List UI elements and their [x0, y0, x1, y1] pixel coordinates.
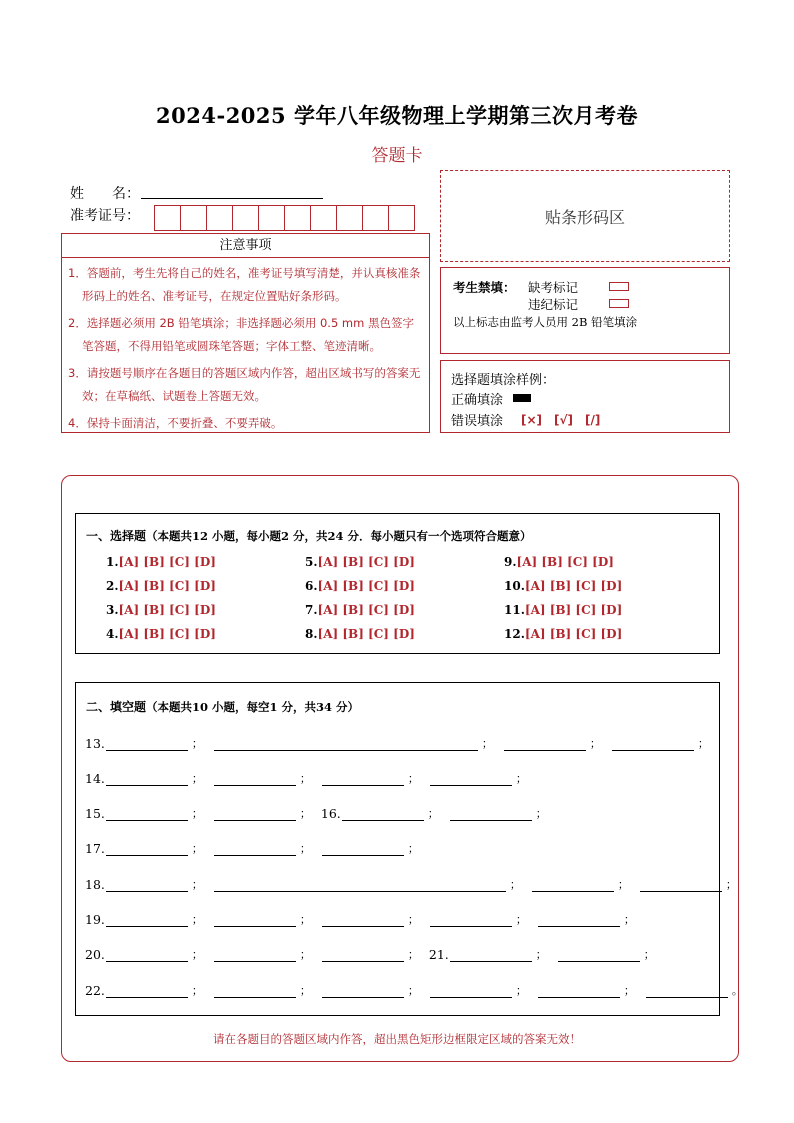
question-1[interactable] — [106, 555, 216, 569]
answer-blank[interactable] — [214, 912, 296, 927]
fill-row — [85, 946, 665, 962]
fill-row — [85, 840, 429, 856]
fill-row — [85, 876, 747, 892]
fill-row — [85, 805, 557, 821]
answer-blank[interactable] — [214, 877, 506, 892]
question-9[interactable] — [504, 555, 614, 569]
section1-heading: 一、选择题 — [86, 529, 147, 543]
answer-blank[interactable] — [532, 877, 614, 892]
answer-blank[interactable] — [450, 806, 532, 821]
answer-blank[interactable] — [504, 736, 586, 751]
notice-heading: 注意事项 — [61, 233, 430, 258]
section-choice — [75, 513, 720, 654]
examinee-label: 考生禁填： — [453, 280, 516, 295]
question-6[interactable] — [305, 579, 415, 593]
fill-question-number: 13. — [85, 736, 105, 751]
q-number: 5. — [305, 555, 318, 569]
blank-separator: 。 — [731, 984, 743, 997]
notice-item: 3．请按题号顺序在各题目的答题区域内作答，超出区域书写的答案无效；在草稿纸、试题卷上答题无效。 — [68, 366, 421, 403]
blank-separator: ； — [191, 842, 203, 855]
blank-separator: ； — [589, 737, 601, 750]
notice-body — [61, 257, 430, 433]
blank-separator: ； — [481, 737, 493, 750]
page-title: 2024-2025 学年八年级物理上学期第三次月考卷 — [156, 103, 638, 128]
blank-separator: ； — [407, 913, 419, 926]
id-digit-box[interactable] — [362, 205, 389, 231]
answer-blank[interactable] — [214, 947, 296, 962]
q-options[interactable]: [A] [B] [C] [D] — [118, 627, 216, 641]
answer-blank[interactable] — [214, 983, 296, 998]
id-number-boxes[interactable] — [155, 205, 415, 231]
blank-separator: ； — [623, 913, 635, 926]
correct-fill-sample — [513, 394, 531, 402]
section2-note: （本题共10 小题，每空1 分，共34 分） — [146, 700, 360, 714]
section2-heading: 二、填空题 — [86, 700, 147, 714]
blank-separator: ； — [191, 807, 203, 820]
blank-separator: ； — [697, 737, 709, 750]
answer-blank[interactable] — [322, 912, 404, 927]
fill-row — [85, 735, 719, 751]
q-number: 1. — [106, 555, 119, 569]
blank-separator: ； — [407, 948, 419, 961]
blank-separator: ； — [535, 948, 547, 961]
fill-question-number: 14. — [85, 771, 105, 786]
id-digit-box[interactable] — [388, 205, 415, 231]
question-11[interactable] — [504, 603, 622, 617]
q-number: 9. — [504, 555, 517, 569]
wrong-marks: [×] [√] [/] — [521, 413, 601, 427]
absent-mark-box[interactable] — [609, 278, 629, 293]
q-number: 6. — [305, 579, 318, 593]
answer-blank[interactable] — [214, 841, 296, 856]
answer-blank[interactable] — [106, 736, 188, 751]
answer-blank[interactable] — [646, 983, 728, 998]
q-options[interactable]: [A] [B] [C] [D] — [118, 579, 216, 593]
fill-question-number: 21. — [428, 947, 449, 962]
q-options[interactable]: [A] [B] [C] [D] — [118, 555, 216, 569]
fill-question-number: 17. — [85, 841, 105, 856]
blank-separator: ； — [191, 913, 203, 926]
answer-blank[interactable] — [538, 912, 620, 927]
q-options[interactable]: [A] [B] [C] [D] — [317, 579, 415, 593]
question-5[interactable] — [305, 555, 415, 569]
q-options[interactable]: [A] [B] [C] [D] — [524, 603, 623, 617]
answer-blank[interactable] — [214, 806, 296, 821]
name-label: 姓 名： — [70, 186, 140, 202]
page-subtitle: 答题卡 — [371, 146, 423, 166]
blank-separator: ； — [509, 878, 521, 891]
fill-question-number: 20. — [85, 947, 105, 962]
answer-blank[interactable] — [106, 806, 188, 821]
blank-separator: ； — [515, 913, 527, 926]
blank-separator: ； — [191, 948, 203, 961]
answer-blank[interactable] — [322, 771, 404, 786]
id-digit-box[interactable] — [232, 205, 259, 231]
notice-item: 4．保持卡面清洁，不要折叠、不要弄破。 — [68, 416, 283, 430]
section1-note: （本题共12 小题，每小题2 分，共24 分．每小题只有一个选项符合题意） — [146, 529, 532, 543]
q-number: 11. — [504, 603, 525, 617]
answer-blank[interactable] — [558, 947, 640, 962]
answer-blank[interactable] — [214, 736, 478, 751]
q-number: 4. — [106, 627, 119, 641]
blank-separator: ； — [407, 772, 419, 785]
blank-separator: ； — [427, 807, 439, 820]
blank-separator: ； — [299, 948, 311, 961]
fill-question-number: 18. — [85, 877, 105, 892]
q-options[interactable]: [A] [B] [C] [D] — [118, 603, 216, 617]
blank-separator: ； — [515, 984, 527, 997]
fill-question-number: 22. — [85, 983, 105, 998]
violation-mark-box[interactable] — [609, 295, 629, 310]
id-digit-box[interactable] — [284, 205, 311, 231]
absent-label: 缺考标记 — [528, 280, 579, 295]
examinee-restricted-box — [440, 267, 730, 354]
answer-blank[interactable] — [450, 947, 532, 962]
answer-blank[interactable] — [106, 771, 188, 786]
answer-blank[interactable] — [106, 912, 188, 927]
answer-blank[interactable] — [106, 947, 188, 962]
sample-heading: 选择题填涂样例： — [451, 373, 556, 388]
question-4[interactable] — [106, 627, 216, 641]
answer-blank[interactable] — [214, 771, 296, 786]
q-number: 10. — [504, 579, 525, 593]
q-options[interactable]: [A] [B] [C] [D] — [524, 579, 623, 593]
id-digit-box[interactable] — [310, 205, 337, 231]
answer-blank[interactable] — [430, 983, 512, 998]
q-options[interactable]: [A] [B] [C] [D] — [516, 555, 614, 569]
blank-separator: ； — [407, 984, 419, 997]
blank-separator: ； — [515, 772, 527, 785]
examinee-note: 以上标志由监考人员用 2B 铅笔填涂 — [453, 315, 638, 329]
blank-separator: ； — [299, 842, 311, 855]
answer-blank[interactable] — [342, 806, 424, 821]
answer-blank[interactable] — [322, 841, 404, 856]
notice-item: 1．答题前，考生先将自己的姓名，准考证号填写清楚，并认真核准条形码上的姓名、准考证号，在规定位置贴好条形码。 — [68, 266, 421, 303]
blank-separator: ； — [299, 807, 311, 820]
answer-blank[interactable] — [538, 983, 620, 998]
blank-separator: ； — [623, 984, 635, 997]
answer-blank[interactable] — [106, 877, 188, 892]
name-field[interactable] — [141, 197, 323, 199]
barcode-label: 贴条形码区 — [544, 207, 625, 227]
q-options[interactable]: [A] [B] [C] [D] — [317, 603, 415, 617]
blank-separator: ； — [191, 737, 203, 750]
fill-sample-box — [440, 360, 730, 433]
correct-label: 正确填涂 — [451, 393, 504, 408]
fill-question-number: 16. — [320, 806, 341, 821]
answer-blank[interactable] — [612, 736, 694, 751]
question-3[interactable] — [106, 603, 216, 617]
id-digit-box[interactable] — [336, 205, 363, 231]
blank-separator: ； — [299, 984, 311, 997]
wrong-label: 错误填涂 — [451, 414, 504, 429]
blank-separator: ； — [299, 913, 311, 926]
answer-blank[interactable] — [322, 983, 404, 998]
fill-row — [85, 982, 753, 998]
q-number: 2. — [106, 579, 119, 593]
id-digit-box[interactable] — [180, 205, 207, 231]
answer-blank[interactable] — [106, 983, 188, 998]
q-options[interactable]: [A] [B] [C] [D] — [524, 627, 623, 641]
answer-blank[interactable] — [430, 912, 512, 927]
blank-separator: ； — [535, 807, 547, 820]
fill-question-number: 15. — [85, 806, 105, 821]
id-digit-box[interactable] — [154, 205, 181, 231]
question-10[interactable] — [504, 579, 622, 593]
q-number: 3. — [106, 603, 119, 617]
blank-separator: ； — [191, 878, 203, 891]
barcode-area — [440, 170, 730, 262]
blank-separator: ； — [191, 984, 203, 997]
blank-separator: ； — [191, 772, 203, 785]
fill-row — [85, 911, 645, 927]
blank-separator: ； — [407, 842, 419, 855]
q-options[interactable]: [A] [B] [C] [D] — [317, 627, 415, 641]
fill-question-number: 19. — [85, 912, 105, 927]
question-12[interactable] — [504, 627, 622, 641]
blank-separator: ； — [643, 948, 655, 961]
blank-separator: ； — [725, 878, 737, 891]
q-number: 7. — [305, 603, 318, 617]
q-number: 8. — [305, 627, 318, 641]
blank-separator: ； — [617, 878, 629, 891]
answer-blank[interactable] — [106, 841, 188, 856]
id-digit-box[interactable] — [258, 205, 285, 231]
answer-blank[interactable] — [640, 877, 722, 892]
id-label: 准考证号： — [70, 208, 140, 224]
answer-blank[interactable] — [322, 947, 404, 962]
id-digit-box[interactable] — [206, 205, 233, 231]
q-number: 12. — [504, 627, 525, 641]
answer-blank[interactable] — [430, 771, 512, 786]
notice-item: 2．选择题必须用 2B 铅笔填涂；非选择题必须用 0.5 mm 黑色签字笔答题，不得用铅笔或圆珠笔答题；字体工整、笔迹清晰。 — [68, 316, 414, 353]
violation-label: 违纪标记 — [528, 297, 579, 312]
question-7[interactable] — [305, 603, 415, 617]
blank-separator: ； — [299, 772, 311, 785]
fill-row — [85, 770, 537, 786]
question-8[interactable] — [305, 627, 415, 641]
q-options[interactable]: [A] [B] [C] [D] — [317, 555, 415, 569]
footer-warning: 请在各题目的答题区域内作答，超出黑色矩形边框限定区域的答案无效！ — [213, 1032, 581, 1046]
question-2[interactable] — [106, 579, 216, 593]
